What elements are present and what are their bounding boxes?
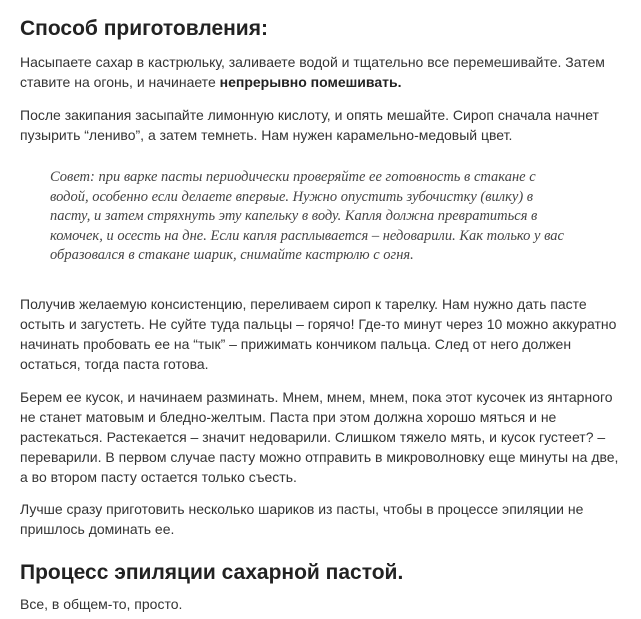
- paragraph-boiling: После закипания засыпайте лимонную кислоту, и опять мешайте. Сироп сначала начнет пузырить “лениво”, а затем темнеть. Нам нужен карамельно-медовый цвет.: [20, 107, 599, 143]
- heading-cooking-method: Способ приготовления:: [20, 17, 268, 40]
- paragraph-consistency: Получив желаемую консистенцию, переливаем сироп к тарелку. Нам нужно дать пасте остыть и загустеть. Не суйте туда пальцы – горячо! Где-то минут через 10 можно аккуратно начинать пробовать ее на “тык” – прижимать кончиком пальца. След от него должен остаться, тогда паста готова.: [20, 296, 617, 372]
- paragraph-prepare-balls: Лучше сразу приготовить несколько шариков из пасты, чтобы в процессе эпиляции не пришлось доминать ее.: [20, 501, 584, 537]
- paragraph-mixing-text: Насыпаете сахар в кастрюльку, заливаете водой и тщательно все перемешивайте. Затем ставите на огонь, и начинаете: [20, 54, 605, 90]
- heading-epilation-process: Процесс эпиляции сахарной пастой.: [20, 561, 404, 584]
- paragraph-simple: Все, в общем-то, просто.: [20, 596, 183, 612]
- tip-blockquote: Совет: при варке пасты периодически проверяйте ее готовность в стакане с водой, особенно если делаете впервые. Нужно опустить зубочистку (вилку) в пасту, и затем стряхнуть эту капельку в воду. Капля должна превратиться в комочек, и осесть на дне. Если капля расплывается – недоварили. Как только у вас образовался в стакане шарик, снимайте кастрюлю с огня.: [50, 169, 564, 263]
- paragraph-mixing: [20, 52, 620, 92]
- paragraph-kneading: Берем ее кусок, и начинаем разминать. Мнем, мнем, мнем, пока этот кусочек из янтарного не станет матовым и бледно-желтым. Паста при этом должна хорошо мяться и не растекаться. Растекается – значит недоварили. Слишком тяжело мять, и кусок густеет? – переварили. В первом случае пасту можно отправить в микроволновку еще минуты на две, а во втором пасту остается только съесть.: [20, 389, 619, 485]
- paragraph-mixing-bold: непрерывно помешивать.: [219, 74, 402, 90]
